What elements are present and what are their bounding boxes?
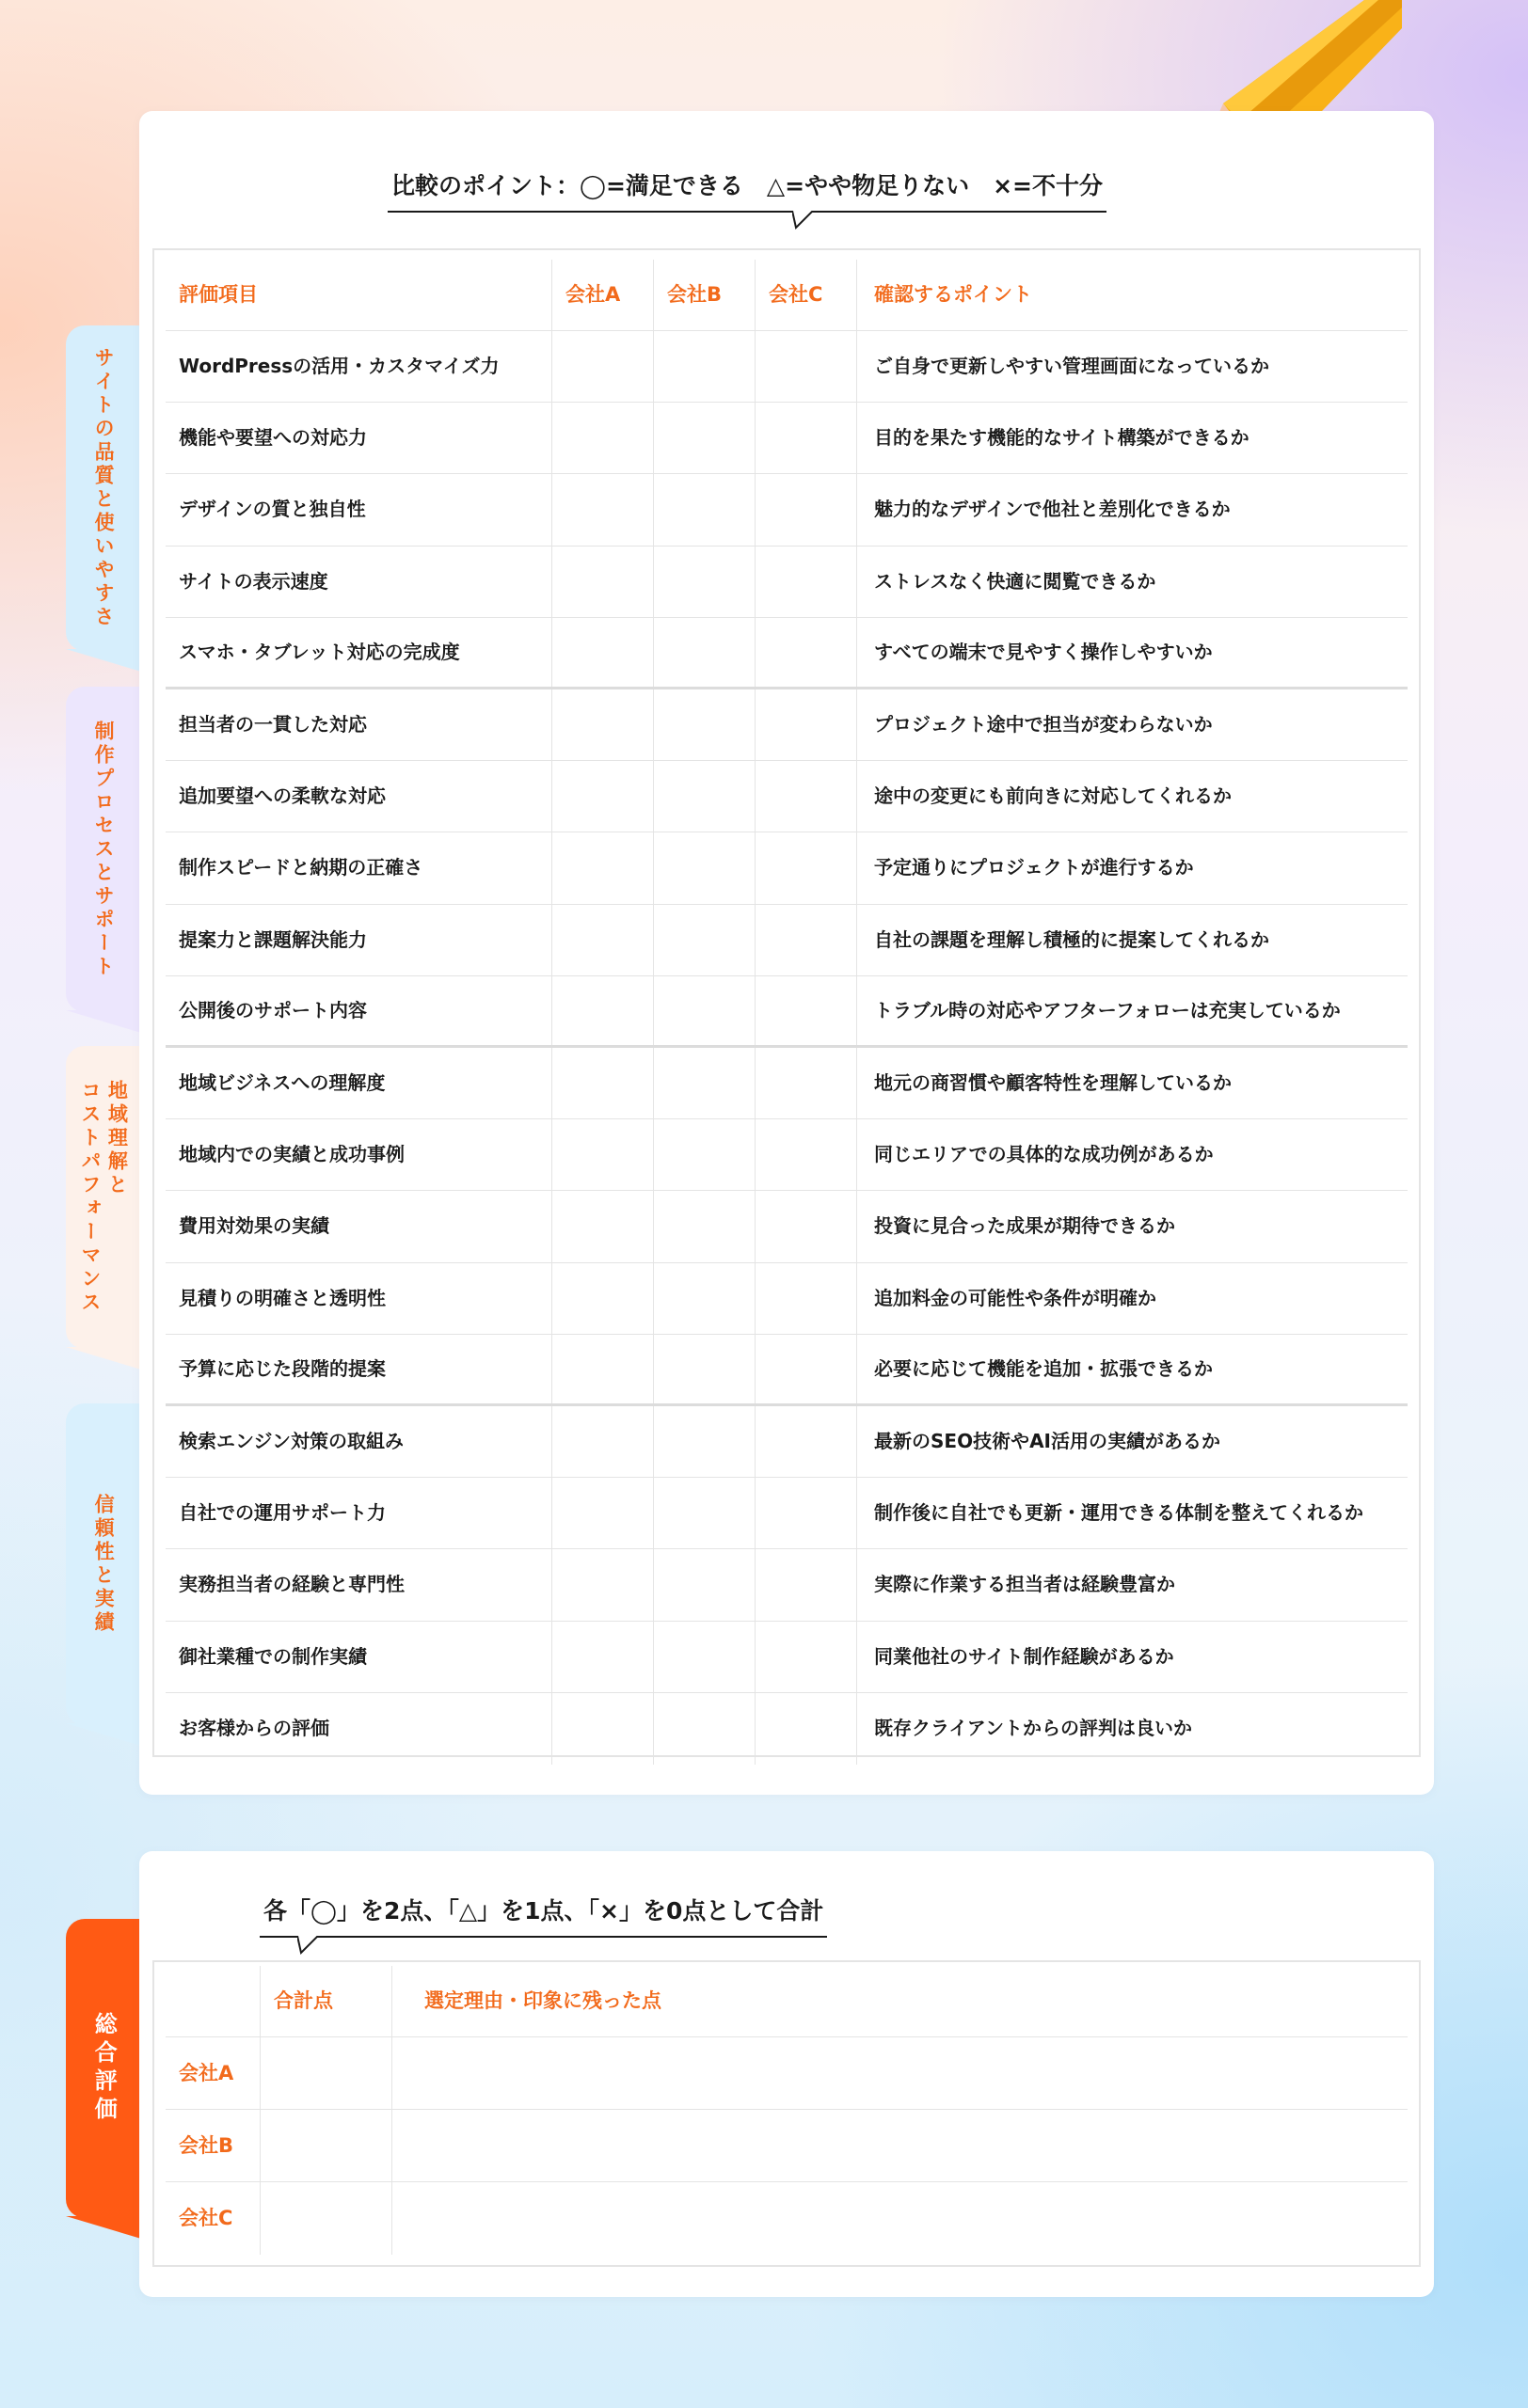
row-company-a-mark[interactable]: [551, 976, 653, 1045]
row-company-a-mark[interactable]: [551, 832, 653, 903]
header-company-b: 会社B: [653, 260, 755, 330]
table-row: [166, 1191, 1408, 1262]
row-company-c-mark[interactable]: [755, 1191, 856, 1261]
table-row: [166, 905, 1408, 976]
row-company-c-mark[interactable]: [755, 547, 856, 617]
row-score-field[interactable]: [260, 2037, 391, 2109]
row-company-a-mark[interactable]: [551, 1478, 653, 1548]
row-company-b-mark[interactable]: [653, 1478, 755, 1548]
category-tab-site-quality: [66, 325, 141, 651]
row-company-b-mark[interactable]: [653, 331, 755, 402]
row-item: スマホ・タブレット対応の完成度: [179, 640, 460, 663]
table-row: [166, 1478, 1408, 1549]
table-row: [166, 1622, 1408, 1693]
row-item: 見積りの明確さと透明性: [179, 1286, 386, 1309]
row-company-c-mark[interactable]: [755, 689, 856, 760]
row-item: 追加要望への柔軟な対応: [179, 784, 386, 808]
category-tab-label: 地域理解と コストパフォーマンス: [79, 1080, 129, 1315]
row-point: 目的を果たす機能的なサイト構築ができるか: [856, 403, 1408, 473]
table-row: [166, 474, 1408, 546]
row-company-a-mark[interactable]: [551, 689, 653, 760]
row-point: 同じエリアでの具体的な成功例があるか: [856, 1119, 1408, 1190]
row-item: サイトの表示速度: [179, 569, 328, 593]
row-point: 追加料金の可能性や条件が明確か: [856, 1263, 1408, 1334]
row-company-a-mark[interactable]: [551, 1048, 653, 1118]
row-company-c-mark[interactable]: [755, 905, 856, 975]
category-tab-process-support: [66, 687, 141, 1012]
row-item: WordPressの活用・カスタマイズ力: [179, 355, 500, 378]
row-point: 自社の課題を理解し積極的に提案してくれるか: [856, 905, 1408, 975]
total-table-header: [166, 1966, 1408, 2037]
row-point: ストレスなく快適に閲覧できるか: [856, 547, 1408, 617]
row-company-b-mark[interactable]: [653, 905, 755, 975]
category-tab-reliability: [66, 1403, 141, 1725]
row-company-c-mark[interactable]: [755, 1335, 856, 1403]
row-company-c-mark[interactable]: [755, 1478, 856, 1548]
row-company-b-mark[interactable]: [653, 547, 755, 617]
header-company: [166, 1966, 260, 2036]
row-point: 同業他社のサイト制作経験があるか: [856, 1622, 1408, 1692]
row-item: 地域ビジネスへの理解度: [179, 1071, 386, 1095]
category-tab-total: [66, 1919, 141, 2218]
row-company-c-mark[interactable]: [755, 1622, 856, 1692]
table-row: [166, 976, 1408, 1048]
row-item: 自社での運用サポート力: [179, 1501, 386, 1525]
row-company-a-mark[interactable]: [551, 1191, 653, 1261]
table-row: [166, 1406, 1408, 1478]
row-item: 制作スピードと納期の正確さ: [179, 856, 423, 879]
table-row: [166, 2037, 1408, 2110]
row-point: プロジェクト途中で担当が変わらないか: [856, 689, 1408, 760]
table-row: [166, 403, 1408, 474]
row-company-a-mark[interactable]: [551, 1549, 653, 1620]
table-row: [166, 2110, 1408, 2182]
row-company-c-mark[interactable]: [755, 1406, 856, 1477]
row-point: 予定通りにプロジェクトが進行するか: [856, 832, 1408, 903]
row-company-b-mark[interactable]: [653, 1622, 755, 1692]
table-row: [166, 689, 1408, 761]
row-company-b-mark[interactable]: [653, 474, 755, 545]
comparison-table: [152, 248, 1421, 1757]
row-company-c-mark[interactable]: [755, 1119, 856, 1190]
row-point: 既存クライアントからの評判は良いか: [856, 1693, 1408, 1765]
row-reason-field[interactable]: [391, 2182, 1408, 2255]
row-score-field[interactable]: [260, 2182, 391, 2255]
comparison-card: [139, 111, 1434, 1795]
row-point: 投資に見合った成果が期待できるか: [856, 1191, 1408, 1261]
table-row: [166, 2182, 1408, 2255]
row-item: 予算に応じた段階的提案: [179, 1356, 386, 1380]
row-point: 魅力的なデザインで他社と差別化できるか: [856, 474, 1408, 545]
row-company-b-mark[interactable]: [653, 1048, 755, 1118]
row-company-a-mark[interactable]: [551, 403, 653, 473]
row-company-a-mark[interactable]: [551, 1335, 653, 1403]
row-item: 提案力と課題解決能力: [179, 927, 367, 951]
row-company-b-mark[interactable]: [653, 832, 755, 903]
row-company-b-mark[interactable]: [653, 1406, 755, 1477]
row-item: デザインの質と独自性: [179, 498, 366, 521]
row-company-a-mark[interactable]: [551, 1119, 653, 1190]
row-company-b-mark[interactable]: [653, 1549, 755, 1620]
table-row: [166, 761, 1408, 832]
row-point: 実際に作業する担当者は経験豊富か: [856, 1549, 1408, 1620]
table-row: [166, 1693, 1408, 1765]
header-company-a: 会社A: [551, 260, 653, 330]
row-item: お客様からの評価: [179, 1717, 329, 1740]
row-point: トラブル時の対応やアフターフォローは充実しているか: [856, 976, 1408, 1045]
row-company-a-mark[interactable]: [551, 474, 653, 545]
speech-tail-icon: [297, 1936, 318, 1955]
table-row: [166, 1549, 1408, 1621]
table-row: [166, 547, 1408, 618]
row-company-a-mark[interactable]: [551, 1622, 653, 1692]
row-company-b-mark[interactable]: [653, 1263, 755, 1334]
row-company-b-mark[interactable]: [653, 1335, 755, 1403]
row-point: ご自身で更新しやすい管理画面になっているか: [856, 331, 1408, 402]
total-table: [152, 1960, 1421, 2267]
header-item: 評価項目: [179, 283, 258, 307]
row-company-c-mark[interactable]: [755, 1549, 856, 1620]
header-reason: 選定理由・印象に残った点: [391, 1966, 1408, 2036]
row-company-a-mark[interactable]: [551, 331, 653, 402]
row-company-b-mark[interactable]: [653, 403, 755, 473]
row-company-c-mark[interactable]: [755, 331, 856, 402]
total-legend-text: 各「◯」を2点、「△」を1点、「×」を0点として合計: [263, 1897, 824, 1925]
speech-tail-icon: [792, 211, 813, 230]
total-legend: [260, 1893, 827, 1938]
table-row: [166, 1263, 1408, 1335]
table-row: [166, 832, 1408, 904]
category-tab-label: 信頼性と実績: [92, 1494, 116, 1635]
row-company-c-mark[interactable]: [755, 474, 856, 545]
row-company-a-mark[interactable]: [551, 547, 653, 617]
row-item: 費用対効果の実績: [179, 1214, 329, 1238]
row-company-a-mark[interactable]: [551, 905, 653, 975]
row-company-c-mark[interactable]: [755, 832, 856, 903]
row-item: 機能や要望への対応力: [179, 426, 367, 450]
header-company-c: 会社C: [755, 260, 856, 330]
comparison-table-header: [166, 260, 1408, 331]
row-company-a-mark[interactable]: [551, 1693, 653, 1765]
header-point: 確認するポイント: [856, 260, 1408, 330]
row-company-b-mark[interactable]: [653, 976, 755, 1045]
row-company-b-mark[interactable]: [653, 1191, 755, 1261]
row-point: すべての端末で見やすく操作しやすいか: [856, 618, 1408, 687]
row-reason-field[interactable]: [391, 2037, 1408, 2109]
row-item: 実務担当者の経験と専門性: [179, 1573, 405, 1596]
row-company-a-mark[interactable]: [551, 761, 653, 832]
row-company-c-mark[interactable]: [755, 618, 856, 687]
row-company-c-mark[interactable]: [755, 1693, 856, 1765]
category-tab-label: サイトの品質と使いやすさ: [92, 347, 116, 629]
row-item: 地域内での実績と成功事例: [179, 1143, 405, 1166]
row-company-name: 会社B: [179, 2133, 234, 2157]
table-row: [166, 1119, 1408, 1191]
row-company-name: 会社A: [179, 2061, 234, 2084]
row-item: 公開後のサポート内容: [179, 998, 367, 1022]
category-tab-label: 制作プロセスとサポート: [92, 720, 116, 979]
row-company-b-mark[interactable]: [653, 689, 755, 760]
row-reason-field[interactable]: [391, 2110, 1408, 2181]
row-point: 最新のSEO技術やAI活用の実績があるか: [856, 1406, 1408, 1477]
category-tab-label: 総合評価: [90, 2012, 118, 2125]
row-company-c-mark[interactable]: [755, 976, 856, 1045]
row-company-b-mark[interactable]: [653, 618, 755, 687]
row-company-a-mark[interactable]: [551, 618, 653, 687]
row-company-c-mark[interactable]: [755, 1263, 856, 1334]
table-row: [166, 1048, 1408, 1119]
comparison-legend-text: 比較のポイント：◯=満足できる △=やや物足りない ×=不十分: [391, 172, 1103, 199]
row-point: 制作後に自社でも更新・運用できる体制を整えてくれるか: [856, 1478, 1408, 1548]
row-company-c-mark[interactable]: [755, 761, 856, 832]
row-company-a-mark[interactable]: [551, 1263, 653, 1334]
row-company-b-mark[interactable]: [653, 761, 755, 832]
row-score-field[interactable]: [260, 2110, 391, 2181]
row-company-b-mark[interactable]: [653, 1119, 755, 1190]
row-point: 途中の変更にも前向きに対応してくれるか: [856, 761, 1408, 832]
row-item: 御社業種での制作実績: [179, 1644, 367, 1668]
row-point: 地元の商習慣や顧客特性を理解しているか: [856, 1048, 1408, 1118]
comparison-legend: [388, 167, 1106, 213]
row-item: 検索エンジン対策の取組み: [179, 1430, 404, 1453]
category-tab-region-cost: [66, 1046, 141, 1349]
total-card: [139, 1851, 1434, 2297]
row-point: 必要に応じて機能を追加・拡張できるか: [856, 1335, 1408, 1403]
row-company-a-mark[interactable]: [551, 1406, 653, 1477]
header-score: 合計点: [260, 1966, 391, 2036]
row-company-b-mark[interactable]: [653, 1693, 755, 1765]
row-company-c-mark[interactable]: [755, 1048, 856, 1118]
table-row: [166, 331, 1408, 403]
row-item: 担当者の一貫した対応: [179, 713, 367, 737]
row-company-name: 会社C: [179, 2207, 233, 2230]
row-company-c-mark[interactable]: [755, 403, 856, 473]
table-row: [166, 1335, 1408, 1406]
table-row: [166, 618, 1408, 689]
